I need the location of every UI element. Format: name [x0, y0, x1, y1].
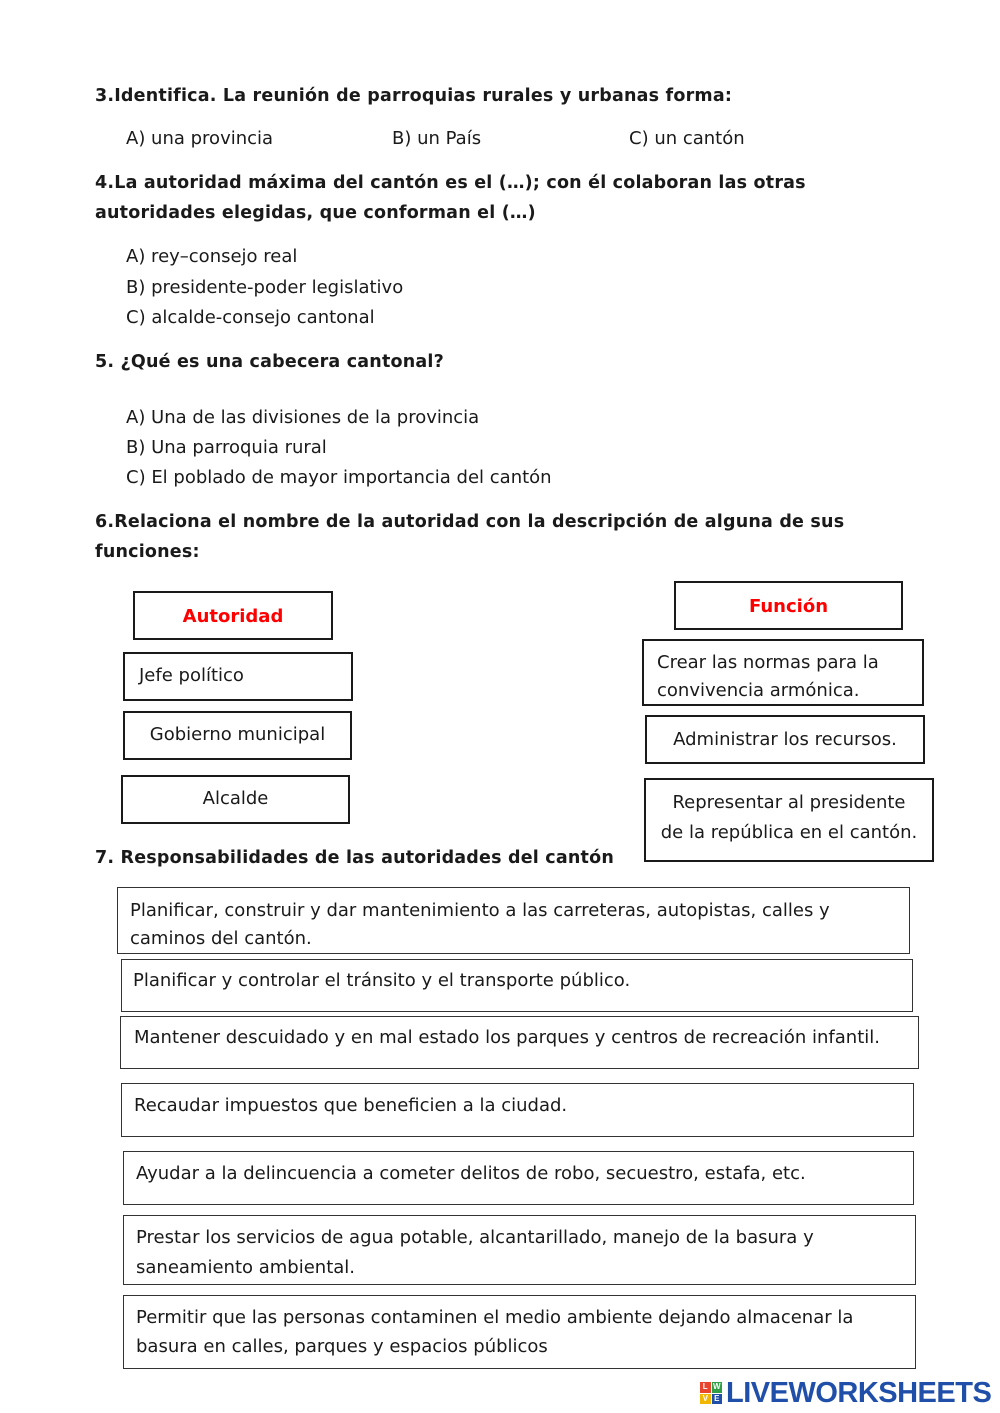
responsibility-line1: Planificar y controlar el tránsito y el transporte público. — [133, 970, 631, 991]
responsibility-line1: Planificar, construir y dar mantenimiento a las carreteras, autopistas, calles y — [130, 900, 830, 921]
responsibility-line2: caminos del cantón. — [130, 928, 312, 949]
question-6-line2: funciones: — [95, 542, 200, 562]
responsibility-line1: Permitir que las personas contaminen el medio ambiente dejando almacenar la — [136, 1307, 854, 1328]
autoridad-alcalde[interactable] — [121, 775, 350, 824]
funcion-representar-presidente[interactable] — [644, 778, 934, 862]
autoridad-label: Alcalde — [202, 788, 269, 809]
autoridad-header-box — [133, 591, 333, 640]
q5-option-b[interactable]: B) Una parroquia rural — [126, 437, 327, 458]
funcion-administrar-recursos[interactable] — [645, 715, 925, 764]
liveworksheets-logo — [700, 1376, 995, 1410]
responsibility-line1: Ayudar a la delincuencia a cometer delitos de robo, secuestro, estafa, etc. — [136, 1163, 806, 1184]
funcion-crear-normas[interactable] — [642, 639, 924, 706]
autoridad-label: Jefe político — [139, 665, 244, 686]
question-6-line1: 6.Relaciona el nombre de la autoridad con la descripción de alguna de sus — [95, 512, 845, 532]
q5-option-c[interactable]: C) El poblado de mayor importancia del cantón — [126, 467, 552, 488]
autoridad-jefe-politico[interactable] — [123, 652, 353, 701]
logo-letter: V — [700, 1394, 711, 1405]
responsibility-line2: basura en calles, parques y espacios públicos — [136, 1336, 548, 1357]
responsibility-item[interactable] — [123, 1215, 916, 1285]
question-4-line1: 4.La autoridad máxima del cantón es el (…); con él colaboran las otras — [95, 173, 806, 193]
logo-letter: W — [712, 1382, 721, 1391]
funcion-header: Función — [748, 596, 829, 617]
question-5: 5. ¿Qué es una cabecera cantonal? — [95, 352, 444, 372]
autoridad-gobierno-municipal[interactable] — [123, 711, 352, 760]
funcion-line2: de la república en el cantón. — [660, 822, 918, 843]
q5-option-a[interactable]: A) Una de las divisiones de la provincia — [126, 407, 480, 428]
funcion-line2: convivencia armónica. — [657, 680, 860, 701]
responsibility-item[interactable] — [123, 1295, 916, 1369]
funcion-line1: Crear las normas para la — [657, 652, 879, 673]
q3-option-a[interactable]: A) una provincia — [126, 128, 274, 149]
responsibility-item[interactable] — [121, 1083, 914, 1137]
q3-option-c[interactable]: C) un cantón — [629, 128, 745, 149]
autoridad-label: Gobierno municipal — [149, 724, 326, 745]
q4-option-c[interactable]: C) alcalde-consejo cantonal — [126, 307, 375, 328]
responsibility-item[interactable] — [123, 1151, 914, 1205]
responsibility-item[interactable] — [120, 1016, 919, 1069]
q3-option-b[interactable]: B) un País — [392, 128, 482, 149]
q4-option-a[interactable]: A) rey–consejo real — [126, 246, 298, 267]
question-7: 7. Responsabilidades de las autoridades del cantón — [95, 848, 614, 868]
q4-option-b[interactable]: B) presidente-poder legislativo — [126, 277, 404, 298]
responsibility-line2: saneamiento ambiental. — [136, 1257, 356, 1278]
funcion-header-box — [674, 581, 903, 630]
responsibility-item[interactable] — [117, 887, 910, 954]
brand-name: LIVEWORKSHEETS — [726, 1377, 992, 1409]
responsibility-line1: Recaudar impuestos que beneficien a la ciudad. — [134, 1095, 568, 1116]
autoridad-header: Autoridad — [182, 606, 284, 627]
responsibility-line1: Mantener descuidado y en mal estado los parques y centros de recreación infantil. — [134, 1027, 880, 1048]
funcion-line1: Administrar los recursos. — [673, 729, 897, 750]
logo-letter: E — [712, 1394, 723, 1405]
responsibility-item[interactable] — [121, 959, 913, 1012]
funcion-line1: Representar al presidente — [672, 792, 906, 813]
question-3: 3.Identifica. La reunión de parroquias rurales y urbanas forma: — [95, 86, 733, 106]
responsibility-line1: Prestar los servicios de agua potable, alcantarillado, manejo de la basura y — [136, 1227, 814, 1248]
question-4-line2: autoridades elegidas, que conforman el (…) — [95, 203, 536, 223]
logo-letter: L — [700, 1382, 711, 1393]
liveworksheets-logo-icon — [700, 1382, 722, 1404]
